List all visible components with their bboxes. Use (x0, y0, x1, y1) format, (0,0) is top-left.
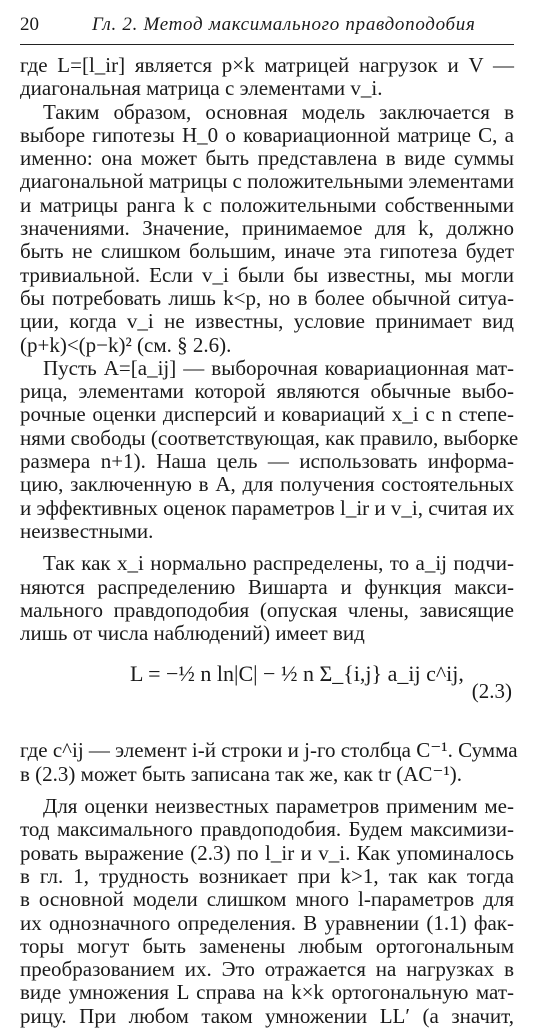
text-line: их однозначного определения. В уравнении (1.1) фак- (20, 910, 514, 935)
text-line: мального правдоподобия (опуская члены, зависящие (20, 597, 514, 622)
text-line: быть не слишком большим, иначе эта гипотеза будет (20, 239, 514, 264)
body-text (20, 53, 519, 1028)
equation-formula: L = −½ n ln|C| − ½ n Σ_{i,j} a_ij c^ij, (130, 661, 464, 687)
text-line: тод максимального правдоподобия. Будем максимизи- (20, 817, 514, 842)
paragraph (20, 101, 514, 357)
text-line: няются распределению Вишарта и функция макси- (20, 574, 514, 599)
text-line: размера n+1). Наша цель — использовать информа- (20, 449, 514, 474)
text-line: рицу. При любом таком умножении LL′ (а значит, (20, 1003, 514, 1028)
text-line: в основной модели слишком много l-параметров для (20, 887, 514, 912)
text-line: выборе гипотезы H_0 о ковариационной матрице C, а (20, 122, 514, 147)
text-line: и эффективных оценок параметров l_ir и v_i, считая их (20, 495, 515, 520)
paragraph (20, 355, 519, 543)
text-line: в гл. 1, трудность возникает при k>1, так как тогда (20, 863, 514, 888)
text-line: бы потребовать лишь k<p, но в более обычной ситуа- (20, 285, 514, 310)
header-rule (20, 44, 514, 45)
text-line: ровать выражение (2.3) по l_ir и v_i. Как упоминалось (20, 840, 514, 865)
page-number: 20 (20, 14, 39, 35)
text-line: тривиальной. Если v_i были бы известны, мы могли (20, 262, 514, 287)
text-line: диагональная матрица с элементами v_i. (20, 76, 383, 101)
text-line: Так как x_i нормально распределены, то a_ij подчи- (43, 551, 514, 576)
text-line: и матрицы ранга k с положительными собственными (20, 192, 514, 217)
text-line: преобразованием их. Это отражается на нагрузках в (20, 957, 514, 982)
text-line: (p+k)<(p−k)² (см. § 2.6). (20, 332, 232, 357)
text-line: торы могут быть заменены любым ортогональным (20, 933, 514, 958)
text-line: лишь от числа наблюдений) имеет вид (20, 621, 365, 646)
equation-2-3 (20, 645, 514, 739)
text-line: где L=[l_ir] является p×k матрицей нагрузок и V — (20, 53, 514, 77)
text-line: нями свободы (соответствующая, как правило, выборке (20, 425, 519, 450)
page-header (20, 10, 518, 40)
text-line: рочные оценки дисперсий и ковариаций x_i с n степе- (20, 402, 514, 427)
text-line: виде умножения L справа на k×k ортогональную мат- (20, 980, 514, 1005)
equation-number: (2.3) (471, 679, 512, 704)
paragraph (20, 795, 514, 1028)
text-line: рица, элементами которой являются обычные выбо- (20, 379, 514, 404)
text-line: значениями. Значение, принимаемое для k, должно (20, 216, 514, 241)
paragraph (20, 552, 514, 645)
text-line: в (2.3) может быть записана так же, как tr (AC⁻¹). (20, 761, 463, 786)
text-line: неизвестными. (20, 518, 154, 543)
text-line: именно: она может быть представлена в виде суммы (20, 146, 514, 171)
text-line: диагональной матрицы с положительными элементами (20, 169, 515, 194)
text-line: Пусть A=[a_ij] — выборочная ковариационная мат- (43, 355, 514, 380)
running-title: Гл. 2. Метод максимального правдоподобия (92, 14, 476, 35)
paragraph (20, 54, 514, 101)
text-line: ции, когда v_i не известны, условие принимает вид (20, 309, 514, 334)
paragraph (20, 738, 518, 786)
text-line: Для оценки неизвестных параметров применим ме- (43, 794, 514, 819)
text-line: где c^ij — элемент i-й строки и j-го столбца C⁻¹. Сумма (20, 738, 518, 763)
text-line: цию, заключенную в A, для получения состоятельных (20, 472, 514, 497)
text-line: Таким образом, основная модель заключается в (43, 99, 514, 124)
